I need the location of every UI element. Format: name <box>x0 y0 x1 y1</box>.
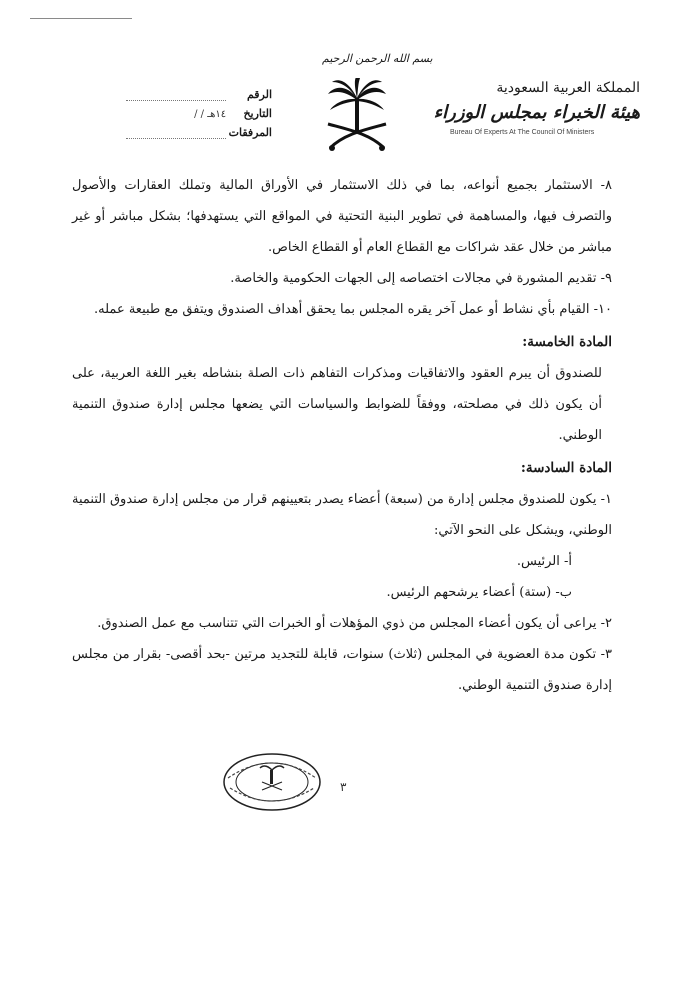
seal-icon <box>222 752 322 812</box>
official-seal <box>222 752 322 812</box>
attachments-label: المرفقات <box>228 126 272 139</box>
number-row <box>62 85 272 104</box>
letterhead <box>0 40 700 170</box>
article-6-item-3: ٣- تكون مدة العضوية في المجلس (ثلاث) سنوات، قابلة للتجديد مرتين -بحد أقصى- بقرار من مجلس إدارة صندوق التنمية الوطني. <box>72 647 612 693</box>
organization-block <box>433 78 640 138</box>
document-body <box>72 170 612 701</box>
attachments-field <box>126 128 226 139</box>
attachments-row <box>62 123 272 142</box>
bureau-name-english: Bureau Of Experts At The Council Of Ministers <box>450 129 595 136</box>
article-6-item-1b: ب- (ستة) أعضاء يرشحهم الرئيس. <box>386 585 572 600</box>
bureau-name: هيئة الخبراء بمجلس الوزراء <box>433 102 640 123</box>
date-value: / / ١٤هـ <box>194 109 227 120</box>
article-6-item-1a: أ- الرئيس. <box>516 554 572 569</box>
date-label: التاريخ <box>243 107 272 120</box>
item-10: ١٠- القيام بأي نشاط أو عمل آخر يقره المجلس بما يحقق أهداف الصندوق ويتفق مع طبيعة عمله. <box>94 302 612 317</box>
article-6-item-2: ٢- يراعى أن يكون أعضاء المجلس من ذوي المؤهلات أو الخبرات التي تتناسب مع عمل الصندوق. <box>97 616 612 631</box>
article-6-title: المادة السادسة: <box>520 460 612 476</box>
national-emblem <box>322 52 433 164</box>
scan-edge-line <box>30 18 132 19</box>
number-label: الرقم <box>246 88 272 101</box>
number-field <box>126 90 226 101</box>
basmala: بسم الله الرحمن الرحيم <box>322 52 433 65</box>
page-number: ٣ <box>340 780 347 794</box>
article-6-item-1: ١- يكون للصندوق مجلس إدارة من (سبعة) أعضاء يصدر بتعيينهم قرار من مجلس إدارة صندوق التنمية الوطني، ويشكل على النحو الآتي: <box>72 492 612 538</box>
item-9: ٩- تقديم المشورة في مجالات اختصاصه إلى الجهات الحكومية والخاصة. <box>230 271 612 286</box>
article-5-title: المادة الخامسة: <box>522 334 612 350</box>
kingdom-name: المملكة العربية السعودية <box>496 80 640 96</box>
article-5-text: للصندوق أن يبرم العقود والاتفاقيات ومذكرات التفاهم ذات الصلة بنشاطه بغير اللغة العربية، على أن يكون ذلك في مصلحته، ووفقاً للضوابط والسياسات التي يضعها مجلس إدارة صندوق التنمية الوطني. <box>72 366 602 443</box>
date-row <box>62 104 272 123</box>
item-8: ٨- الاستثمار بجميع أنواعه، بما في ذلك الاستثمار في الأوراق المالية وتملك العقارات والأصول والتصرف فيها، والمساهمة في تطوير البنية التحتية في المواقع التي يستهدفها؛ بشكل مباشر أو غير مباشر من خلال عقد شراكات مع القطاع العام أو القطاع الخاص. <box>72 178 612 255</box>
reference-block <box>62 85 272 142</box>
palm-swords-icon <box>324 78 390 158</box>
